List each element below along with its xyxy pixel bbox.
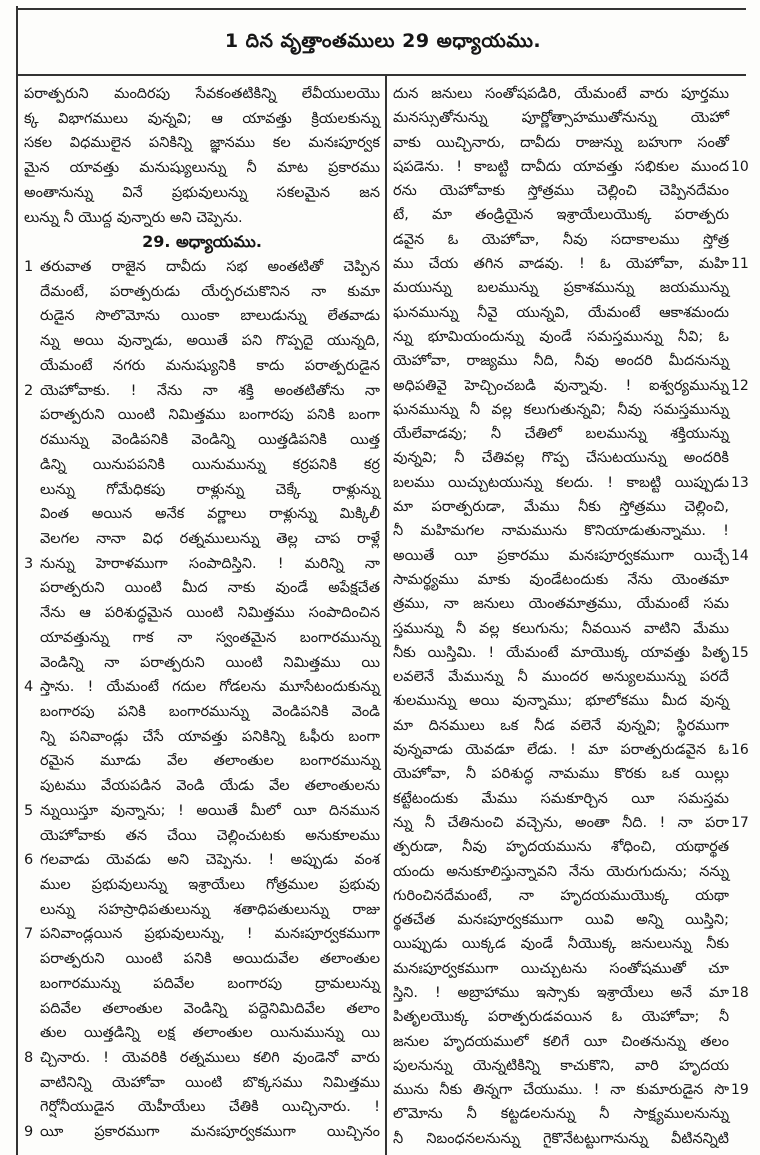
- verse-text: మనఃపూర్వకముగా యిచ్చుటను సంతోషముతో చూ: [393, 960, 729, 977]
- verse-text: దేమంటే, పరాత్పరుడు యేర్పరచుకొనిన నా కుమా: [40, 283, 380, 300]
- verse-line: [24, 675, 380, 700]
- verse-line: [24, 922, 380, 947]
- verse-text: టే, మా తండ్రియైన ఇశ్రాయేలుయొక్క పరాత్పరు: [393, 207, 729, 224]
- verse-line: [393, 519, 729, 543]
- verse-text: అయితే యీ ప్రకారము మనఃపూర్వకముగా యిచ్చే: [393, 547, 729, 564]
- verse-text: వున్నవి; నీ చేతివల్ల గొప్ప చేసుటయున్ను అందరికి: [393, 450, 729, 467]
- verse-number: 8: [24, 1050, 34, 1067]
- verse-number: 17: [731, 814, 749, 831]
- verse-number: 14: [731, 547, 749, 564]
- verse-line: [24, 329, 380, 354]
- verse-text: షపడెను. ! కాబట్టి దావీదు యావత్తు సభికుల ముంద: [393, 158, 729, 175]
- verse-line: [393, 82, 729, 106]
- verse-line: [24, 626, 380, 651]
- verse-text: తరువాత రాజైన దావీదు సభ అంతటితో చెప్పిన: [40, 259, 380, 276]
- verse-text: పదివేల తలాంతుల వెండిన్ని పద్దెనిమిదివేల తలాం: [40, 1000, 380, 1017]
- verse-text: వెండిన్ని నా పరాత్పరుని యింటి నిమిత్తము యి: [40, 654, 380, 671]
- verse-text: లున్ను గోమేధికపు రాళ్లున్ను చెక్కే రాళ్లున్ను: [40, 481, 380, 498]
- verse-number: 3: [24, 555, 34, 572]
- verse-line: [24, 403, 380, 428]
- verse-line: [393, 179, 729, 203]
- verse-line: [393, 1005, 729, 1029]
- verse-text: యందు అనుకూలిస్తున్నావని నేను యెరుగుదును; నన్ను: [393, 863, 729, 880]
- verse-text: డిన్ని యినుపపనికి యినుమున్ను కర్రపనికి కర్ర: [40, 456, 380, 473]
- verse-number: 13: [731, 474, 749, 491]
- verse-text: నున్ను హెరాళముగా సంపాదిస్తిని. ! మరిన్ని నా: [40, 555, 380, 572]
- verse-line: [393, 301, 729, 325]
- verse-text: యిప్పుడు యిక్కడ వుండే నీయొక్క జనులున్ను నీకు: [393, 936, 729, 953]
- text-line: పరాత్పరుని మందిరపు సేవకంతటికిన్ని లేవీయులయొ: [24, 86, 380, 102]
- text-line: సకల విధములైన పనికిన్ని జ్ఞానము కల మనఃపూర్వక: [24, 135, 380, 152]
- verse-text: ర్థతచేత మనఃపూర్వకముగా యివి అన్ని యిస్తిని;: [393, 912, 729, 929]
- verse-line: [24, 255, 380, 280]
- verse-text: యెహోవాకు తన చేయి చెల్లించుటకు అనుకూలము: [40, 827, 380, 844]
- verse-text: పరాత్పరుని యింటి పనికి అయిదువేల తలాంతుల: [40, 951, 380, 968]
- verse-line: [24, 1021, 380, 1046]
- verse-line: [393, 738, 749, 762]
- right-column: [393, 82, 749, 1151]
- verse-text: గెర్షోనీయుడైన యెహీయేలు చేతికి యిచ్చినారు. !: [40, 1099, 380, 1116]
- verse-text: పనివాండ్లయిన ప్రభువులున్ను, ! మనఃపూర్వకముగా: [40, 926, 380, 943]
- chapter-heading: 29. అధ్యాయము.: [142, 232, 262, 252]
- verse-text: యెహోవా, నీ పరిశుద్ధ నామము కొరకు ఒక యిల్లు: [393, 766, 729, 783]
- verse-line: [24, 453, 380, 478]
- verse-line: [393, 106, 729, 130]
- verse-line: [24, 749, 380, 774]
- verse-text: నీ మహిమగల నామమును కొనియాడుతున్నాము. !: [393, 523, 729, 540]
- verse-text: న్ని పనివాండ్లు చేసే యావత్తు పనికిన్ని ఓఫీరు బంగా: [40, 728, 380, 745]
- verse-line: [393, 957, 729, 981]
- verse-text: మును నీకు తిన్నగా చేయుము. ! నా కుమారుడైన సొ: [393, 1082, 729, 1099]
- verse-text: న్నుయిస్తూ వున్నాను; ! అయితే మీలో యీ దినమున: [40, 802, 380, 819]
- verse-line: [393, 203, 729, 227]
- verse-line: [24, 428, 380, 453]
- verse-text: నీకు యిస్తిమి. ! యేమంటే మాయొక్క యావత్తు పితృ: [393, 644, 729, 661]
- text-line: మైన యావత్తు మనుష్యులున్ను నీ మాట ప్రకారము: [24, 160, 380, 177]
- verse-number: 4: [24, 679, 34, 696]
- verse-line: [24, 379, 380, 404]
- verse-line: [393, 689, 729, 713]
- verse-line: [24, 799, 380, 824]
- verse-line: [24, 601, 380, 626]
- verse-line: [393, 592, 729, 616]
- verse-text: నేను ఆ పరిశుద్ధమైన యింటి నిమిత్తము సంపాదించిన: [40, 605, 380, 622]
- verse-text: త్రము, నా జనులు యెంతమాత్రము, యేమంటే సమ: [393, 596, 729, 613]
- verse-line: [393, 1078, 749, 1102]
- verse-text: దున జనులు సంతోషపడిరి, యేమంటే వారు పూర్తము: [393, 86, 729, 102]
- verse-number: 6: [24, 852, 34, 869]
- verse-text: శులమున్ను అయి వున్నాము; భూలోకము మీద వున్న: [393, 693, 729, 710]
- verse-text: మనస్సుతోనున్ను పూర్ణోత్సాహముతోనున్ను యెహో: [393, 110, 729, 127]
- verse-number: 1: [24, 259, 34, 276]
- verse-line: [24, 1071, 380, 1096]
- verse-line: [24, 502, 380, 527]
- verse-line: [393, 884, 729, 908]
- verse-text: రను యెహోవాకు స్తోత్రము చెల్లించి చెప్పినదేమం: [393, 183, 729, 200]
- verse-text: న్ను భూమియందున్ను వుండే సమస్తమున్ను నీవి; ఓ: [393, 328, 729, 345]
- verse-line: [393, 325, 729, 349]
- verse-line: [24, 947, 380, 972]
- verse-text: రమున్ను వెండిపనికి వెండిన్ని యిత్తడిపనికి యిత్త: [40, 432, 380, 449]
- top-rule: [16, 8, 746, 10]
- verse-text: లవలెనే మేమున్ను నీ ముందర అన్యులమున్ను పరదే: [393, 669, 729, 686]
- verse-number: 16: [731, 742, 749, 759]
- verse-text: రుడైన సొలొమోను యింకా బాలుడున్ను లేతవాడు: [40, 308, 380, 325]
- verse-line: [393, 787, 729, 811]
- verse-line: [393, 568, 729, 592]
- verse-text: డవైన ఓ యెహోవా, నీవు సదాకాలము స్తోత్ర: [393, 231, 729, 248]
- verse-text: చ్చినారు. ! యెవరికి రత్నములు కలిగి వుండెనో వారు: [40, 1050, 380, 1067]
- verse-line: [393, 422, 729, 446]
- verse-text: మయున్ను బలమున్ను ప్రకాశమున్ను జయమున్ను: [393, 280, 729, 297]
- verse-line: [24, 824, 380, 849]
- page-border-left: [16, 6, 18, 1155]
- text-line: అంతానున్ను వినే ప్రభువులున్ను సకలమైన జన: [24, 184, 380, 201]
- verse-line: [24, 700, 380, 725]
- verse-number: 7: [24, 926, 34, 943]
- verse-text: బంగారమున్ను పదివేల బంగారపు ద్రామలున్ను: [40, 975, 380, 992]
- running-header: 1 దిన వృత్తాంతములు 29 అధ్యాయము.: [224, 30, 542, 52]
- verse-line: [24, 972, 380, 997]
- verse-line: [393, 446, 729, 470]
- verse-text: గురించినదేమంటే, నా హృదయముయొక్క యథా: [393, 887, 729, 904]
- verse-line: [393, 1102, 729, 1126]
- verse-text: బంగారపు పనికి బంగారమున్ను వెండిపనికి వెండి: [40, 703, 380, 720]
- verse-line: [393, 641, 749, 665]
- verse-text: పులనున్ను యెన్నటికిన్ని కాచుకొని, వారి హృదయ: [393, 1057, 729, 1074]
- verse-text: స్తాను. ! యేమంటే గదుల గోడలను మూసేటందుకున్ను: [40, 679, 380, 696]
- verse-text: రమైన మూడు వేల తలాంతుల బంగారమున్ను: [40, 753, 380, 770]
- verse-number: 2: [24, 382, 34, 399]
- verse-text: యేలేవాడవు; నీ చేతిలో బలమున్ను శక్తియున్ను: [393, 426, 729, 443]
- verse-line: [393, 544, 749, 568]
- verse-text: వెలగల నానా విధ రత్నములున్ను తెల్ల చాప రాళ్లే: [40, 530, 380, 547]
- verse-text: ఘనమున్ను నీ వల్ల కలుగుతున్నవి; నీవు సమస్తమున్ను: [393, 401, 729, 418]
- verse-line: [24, 898, 380, 923]
- verse-text: ముల ప్రభువులున్ను ఇశ్రాయేలు గోత్రముల ప్రభువు: [40, 877, 380, 893]
- verse-text: పరాత్పరుని యింటి మీద నాకు వుండే అపేక్షచేత: [40, 580, 380, 597]
- verse-text: పరాత్పరుని యింటి నిమిత్తము బంగారపు పనికి బంగా: [40, 407, 380, 424]
- verse-line: [24, 774, 380, 799]
- verse-text: సామర్థ్యము మాకు వుండేటందుకు నేను యెంతమా: [393, 571, 729, 588]
- verse-line: [24, 478, 380, 503]
- verse-text: న్ను అయి వున్నాడు, అయితే పని గొప్పదై యున్నది,: [40, 333, 380, 350]
- verse-text: వున్నవాడు యెవడూ లేడు. ! మా పరాత్పరుడవైన ఓ: [393, 742, 729, 759]
- text-line: లున్ను నీ యొద్ద వున్నారు అని చెప్పెను.: [24, 209, 243, 226]
- verse-line: [393, 131, 729, 155]
- verse-line: [393, 398, 729, 422]
- verse-line: [24, 997, 380, 1022]
- verse-line: [393, 617, 729, 641]
- verse-text: మా దినములు ఒక నీడ వలెనే వున్నవి; స్థిరముగా: [393, 717, 729, 734]
- verse-text: లున్ను సహస్రాధిపతులున్ను శతాధిపతులున్ను రాజు: [40, 901, 380, 918]
- verse-text: మా పరాత్పరుడా, మేము నీకు స్తోత్రము చెల్లించి,: [393, 499, 729, 516]
- verse-line: [24, 1095, 380, 1120]
- left-column: [24, 82, 380, 1145]
- verse-line: [393, 714, 729, 738]
- verse-line: [393, 471, 749, 495]
- verse-text: న్ను నీ చేతినుంచి వచ్చెను, అంతా నీది. ! నా పరా: [393, 814, 729, 831]
- verse-line: [393, 349, 729, 373]
- verse-number: 10: [731, 158, 749, 175]
- verse-line: [24, 280, 380, 305]
- verse-line: [24, 354, 380, 379]
- verse-line: [393, 665, 729, 689]
- verse-line: [393, 1030, 729, 1054]
- verse-number: 19: [731, 1082, 749, 1099]
- verse-text: గలవాడు యెవడు అని చెప్పెను. ! అప్పుడు వంశ: [40, 852, 380, 869]
- verse-text: ఘనమున్ను నీవై యున్నవి, యేమంటే ఆకాశమందు: [393, 304, 729, 321]
- verse-line: [393, 762, 729, 786]
- verse-text: యావత్తున్ను గాక నా స్వంతమైన బంగారమున్ను: [40, 629, 380, 646]
- verse-text: లొమోను నీ కట్టడలనున్ను నీ సాక్ష్యములనున్ను: [393, 1106, 729, 1123]
- verse-text: వాటినిన్ని యెహోవా యింటి బొక్కసము నిమిత్తము: [40, 1074, 380, 1091]
- verse-text: యేమంటే నగరు మనుష్యునికి కాదు పరాత్పరుడైన: [40, 357, 380, 374]
- verse-text: త్పరుడా, నీవు హృదయమును శోధించి, యథార్థత: [393, 839, 729, 856]
- verse-line: [393, 811, 749, 835]
- verse-line: [24, 1046, 380, 1071]
- verse-line: [393, 860, 729, 884]
- verse-line: [393, 932, 729, 956]
- verse-line: [393, 495, 729, 519]
- verse-text: పితృలయొక్క పరాత్పరుడవయిన ఓ యెహోవా; నీ: [393, 1009, 729, 1026]
- verse-text: జనుల హృదయములో కలిగే యీ చింతనున్ను తలం: [393, 1033, 729, 1050]
- verse-line: [24, 552, 380, 577]
- verse-line: [393, 1127, 729, 1151]
- verse-text: నీ నిబంధనలనున్ను గైకొనేటట్టుగానున్ను వీటినన్నిటి: [393, 1130, 729, 1147]
- verse-line: [24, 848, 380, 873]
- verse-line: [393, 1054, 729, 1078]
- verse-text: స్తిని. ! అబ్రాహాము ఇస్సాకు ఇశ్రాయేలు అనే మా: [393, 984, 729, 1001]
- verse-number: 18: [731, 984, 749, 1001]
- verse-text: తుల యిత్తడిన్ని లక్ష తలాంతుల యినుమున్ను యి: [40, 1025, 380, 1042]
- verse-line: [393, 835, 729, 859]
- verse-line: [24, 873, 380, 898]
- verse-number: 12: [731, 377, 749, 394]
- header-rule: [16, 74, 746, 76]
- verse-number: 11: [731, 256, 749, 273]
- verse-text: యెహోవాకు. ! నేను నా శక్తి అంతటితోను నా: [40, 382, 380, 399]
- verse-line: [24, 651, 380, 676]
- text-line: క్క విభాగములు వున్నవి; ఆ యావత్తు క్రియలకున్ను: [24, 110, 380, 127]
- verse-number: 15: [731, 644, 749, 661]
- verse-number: 5: [24, 802, 34, 819]
- verse-line: [24, 576, 380, 601]
- verse-line: [393, 276, 729, 300]
- verse-text: యెహోవా, రాజ్యము నీది, నీవు అందరి మీదనున్ను: [393, 353, 729, 370]
- verse-line: [393, 981, 749, 1005]
- verse-text: కట్టేటందుకు మేము సమకూర్చిన యీ సమస్తమ: [393, 790, 729, 807]
- column-divider: [385, 76, 387, 1155]
- verse-text: పుటము వేయపడిన వెండి యేడు వేల తలాంతులను: [40, 778, 380, 795]
- verse-text: యీ ప్రకారముగా మనఃపూర్వకముగా యిచ్చినం: [40, 1124, 380, 1141]
- verse-text: వింత అయిన అనేక వర్ణాలు రాళ్లున్ను మిక్కిలీ: [40, 506, 380, 523]
- verse-text: అధిపతివై హెచ్చించబడి వున్నావు. ! ఐశ్వర్యమున్ను: [393, 377, 729, 394]
- verse-number: 9: [24, 1124, 34, 1141]
- verse-text: వాకు యిచ్చినారు, దావీదు రాజున్ను బహుగా సంతో: [393, 134, 729, 151]
- verse-line: [24, 725, 380, 750]
- verse-line: [24, 304, 380, 329]
- verse-line: [393, 228, 729, 252]
- verse-text: ము చేయ తగిన వాడవు. ! ఓ యెహోవా, మహి: [393, 256, 729, 273]
- verse-text: బలము యిచ్చుటయున్ను కలదు. ! కాబట్టి యిప్పుడు: [393, 474, 729, 491]
- verse-line: [393, 374, 749, 398]
- verse-line: [393, 908, 729, 932]
- verse-line: [24, 527, 380, 552]
- verse-line: [393, 155, 749, 179]
- verse-line: [24, 1120, 380, 1145]
- verse-text: స్తమున్ను నీ వల్ల కలుగును; నీవయిన వాటిని మేము: [393, 620, 729, 637]
- verse-line: [393, 252, 749, 276]
